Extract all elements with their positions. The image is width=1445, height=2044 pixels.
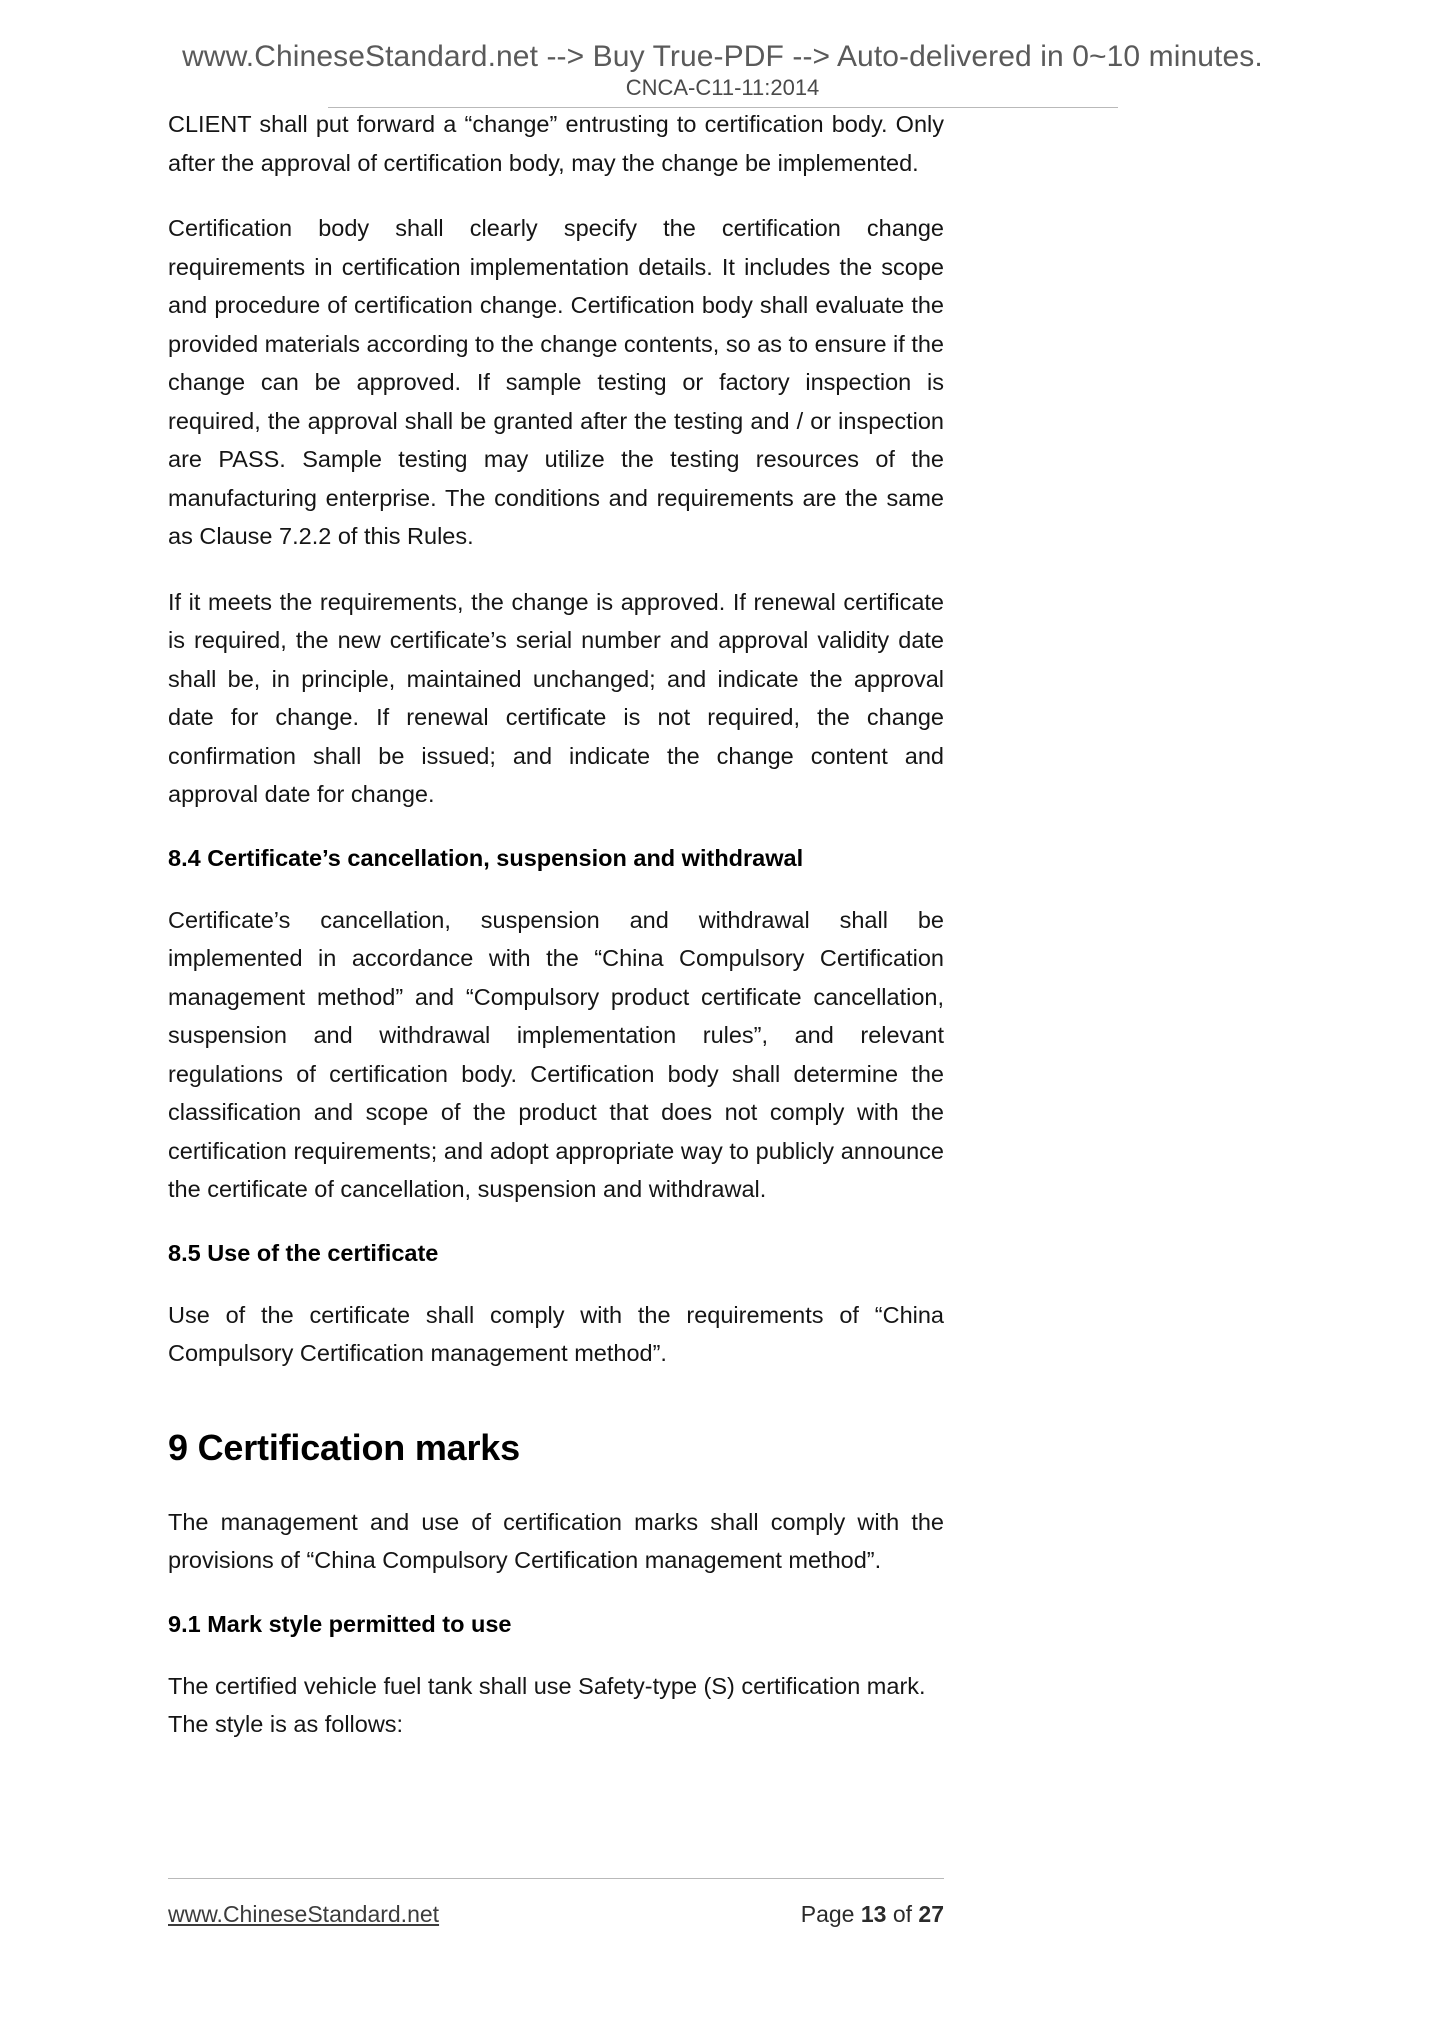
paragraph-management-of-marks: The management and use of certification marks shall comply with the provisions of “China Compulsory Certification management method”. (168, 1508, 944, 1573)
paragraph-certification-body-requirements: Certification body shall clearly specify the certification change requirements in certification implementation details. It includes the scope and procedure of certification change. Certification body shall evaluate the provided materials according to the change contents, so as to ensure if the change can be approved. If sample testing or factory inspection is required, the approval shall be granted after the testing and / or inspection are PASS. Sample testing may utilize the testing resources of the manufacturing enterprise. The conditions and requirements are the same as Clause 7.2.2 of this Rules. (168, 215, 944, 549)
heading-9: 9 Certification marks (168, 1426, 520, 1468)
page-label-middle: of (886, 1901, 919, 1927)
heading-8-4: 8.4 Certificate’s cancellation, suspension and withdrawal (168, 844, 804, 871)
page-label-prefix: Page (800, 1901, 861, 1927)
paragraph-use-of-certificate: Use of the certificate shall comply with the requirements of “China Compulsory Certification management method”. (168, 1301, 944, 1366)
paragraph-mark-style: The certified vehicle fuel tank shall use Safety-type (S) certification mark. The style is as follows: (168, 1672, 926, 1737)
page-total-number: 27 (918, 1901, 944, 1927)
document-body (168, 105, 944, 1771)
page-header (0, 0, 1445, 108)
heading-9-1: 9.1 Mark style permitted to use (168, 1610, 512, 1637)
paragraph-cancellation-suspension-withdrawal: Certificate’s cancellation, suspension and withdrawal shall be implemented in accordance with the “China Compulsory Certification management method” and “Compulsory product certificate cancellation, suspension and withdrawal implementation rules”, and relevant regulations of certification body. Certification body shall determine the classification and scope of the product that does not comply with the certification requirements; and adopt appropriate way to publicly announce the certificate of cancellation, suspension and withdrawal. (168, 906, 944, 1202)
page-footer (168, 1878, 944, 1928)
paragraph-renewal-certificate: If it meets the requirements, the change is approved. If renewal certificate is required, the new certificate’s serial number and approval validity date shall be, in principle, maintained unchanged; and indicate the approval date for change. If renewal certificate is not required, the change confirmation shall be issued; and indicate the change content and approval date for change. (168, 588, 944, 807)
paragraph-client-change: CLIENT shall put forward a “change” entrusting to certification body. Only after the approval of certification body, may the change be implemented. (168, 111, 944, 176)
standard-number: CNCA-C11-11:2014 (625, 75, 820, 100)
footer-divider (168, 1878, 944, 1879)
page-current-number: 13 (860, 1901, 887, 1927)
promo-banner-text: www.ChineseStandard.net --> Buy True-PDF --> Auto-delivered in 0~10 minutes. (182, 40, 1263, 73)
page-number-indicator (801, 1901, 944, 1928)
footer-row (168, 1901, 944, 1928)
heading-8-5: 8.5 Use of the certificate (168, 1239, 439, 1266)
footer-website-link[interactable]: www.ChineseStandard.net (168, 1901, 440, 1927)
